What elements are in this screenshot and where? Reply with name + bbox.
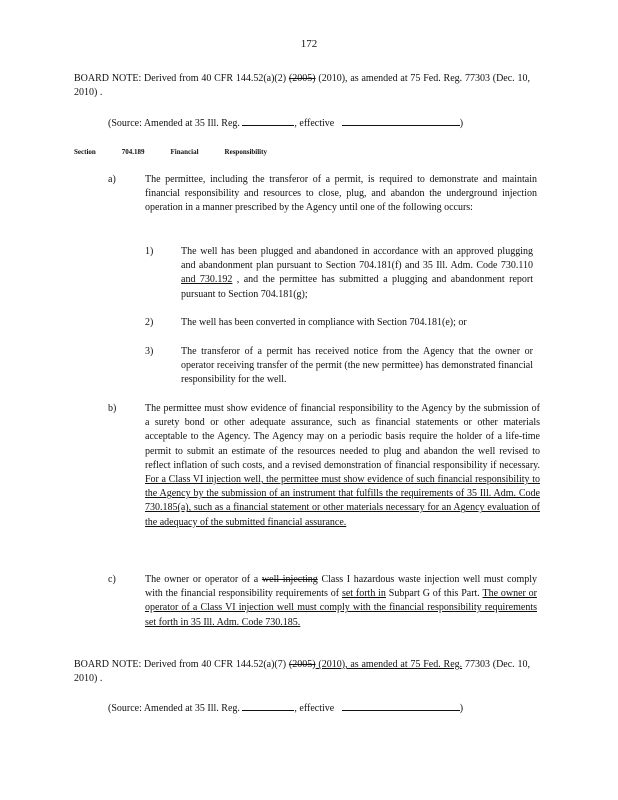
struck-text: (2005): [288, 73, 316, 84]
sub-1-text: [181, 245, 533, 302]
source-line-1: [108, 116, 528, 131]
sub-1-text-a: The well has been plugged and abandoned in accordance with an approved plugging and abandonment plan pursuant to Section 704.181(f) and 35 Ill. Adm. Code 730.110: [181, 246, 533, 272]
item-c-label: c): [108, 574, 116, 585]
source-text: ): [459, 703, 464, 714]
item-b-text: [145, 402, 540, 530]
item-a-text: The permittee, including the transferor of a permit, is required to demonstrate and maintain financial responsibility and resources to close, plug, and abandon the underground injection operation in a manner prescribed by the Agency until one of the following occurs:: [145, 174, 537, 214]
source-text: ): [459, 118, 464, 129]
board-note-text: BOARD NOTE: Derived from 40 CFR 144.52(a)(2): [74, 73, 289, 84]
section-label: Section: [74, 148, 96, 156]
item-a-label: a): [108, 174, 116, 185]
section-title: Responsibility: [224, 148, 267, 156]
board-note-2: [74, 658, 530, 686]
board-note-text: (2010), as amended at 75 Fed. Reg. 77303 (Dec. 10, 2010) .: [74, 73, 530, 99]
struck-text: (2005): [288, 659, 316, 670]
sub-3-label: 3): [145, 346, 154, 357]
sub-3-text: The transferor of a permit has received notice from the Agency that the owner or operator receiving transfer of the permit (the new permittee) has demonstrated financial responsibility for the well.: [181, 346, 533, 386]
struck-text: well injecting: [261, 574, 318, 585]
underlined-text: set forth in: [341, 588, 386, 600]
item-c-text-c: Subpart G of this Part.: [385, 588, 483, 600]
sub-2-text: The well has been converted in compliance with Section 704.181(e); or: [181, 317, 467, 328]
blank-line: [342, 701, 460, 711]
item-c-text-b: Class I hazardous waste injection well must comply with the financial responsibility requirements of: [145, 574, 537, 600]
source-text: (Source: Amended at 35 Ill. Reg.: [108, 703, 240, 714]
sub-2-label: 2): [145, 317, 154, 328]
blank-line: [242, 701, 294, 711]
underlined-text: The owner or operator of a Class VI injection well must comply with the financial responsibility requirements set forth in 35 Ill. Adm. Code 730.185.: [145, 588, 537, 628]
source-text: (Source: Amended at 35 Ill. Reg.: [108, 118, 240, 129]
source-line-2: [108, 701, 528, 716]
section-title: Financial: [170, 148, 199, 156]
board-note-text: BOARD NOTE: Derived from 40 CFR 144.52(a)(7): [74, 659, 289, 670]
section-heading: [74, 148, 293, 156]
item-c-text-a: The owner or operator of a: [145, 574, 262, 585]
underlined-text: (2010), as amended at 75 Fed. Reg.: [315, 659, 463, 670]
source-text: , effective: [294, 703, 335, 714]
section-number: 704.189: [121, 148, 145, 156]
underlined-text: For a Class VI injection well, the permittee must show evidence of such financial responsibility to the Agency by the submission of an instrument that fulfills the requirements of 35 Ill. Adm. Code 730.185(a), such as a financial statement or other materials necessary for an Agency evaluation of the adequacy of the submitted financial assurance.: [145, 474, 540, 528]
source-text: , effective: [294, 118, 335, 129]
board-note-1: [74, 72, 530, 100]
underlined-text: and 730.192: [181, 274, 233, 286]
item-c-text: [145, 573, 537, 630]
item-b-label: b): [108, 403, 117, 414]
board-note-text: 77303 (Dec. 10, 2010) .: [74, 659, 530, 685]
page-number: 172: [300, 38, 318, 50]
item-b-text-a: The permittee must show evidence of financial responsibility to the Agency by the submission of a surety bond or other adequate assurance, such as financial statements or other materials acceptable to the Agency. The Agency may on a periodic basis require the holder of a life-time permit to submit an estimate of the resources needed to plug and abandon the well revised to reflect inflation of such costs, and a revised demonstration of financial responsibility if necessary.: [145, 403, 540, 471]
sub-1-label: 1): [145, 246, 154, 257]
blank-line: [342, 116, 460, 126]
sub-1-text-b: , and the permittee has submitted a plugging and abandonment report pursuant to Section 704.181(g);: [181, 274, 533, 300]
blank-line: [242, 116, 294, 126]
